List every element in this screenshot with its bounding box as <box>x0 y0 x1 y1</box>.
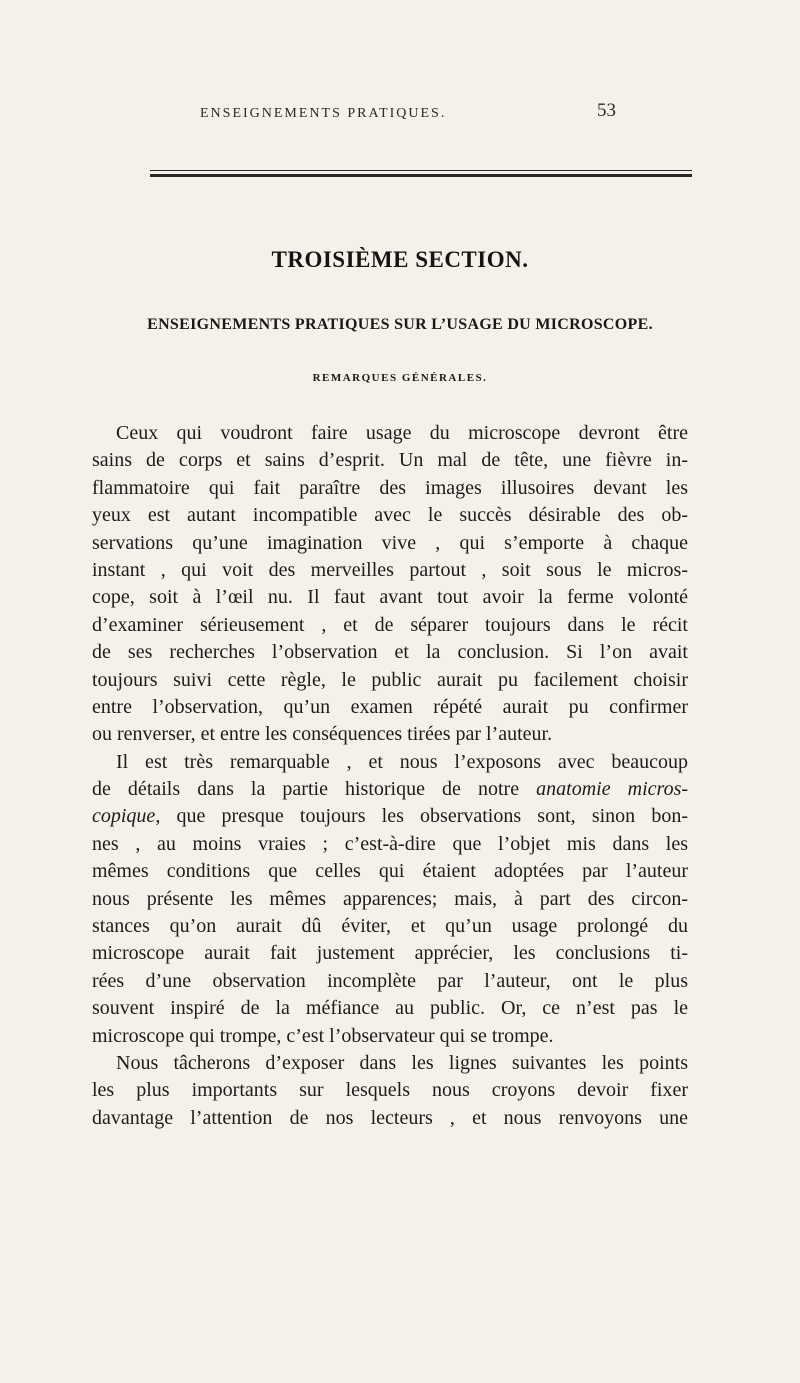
text-line: microscope qui trompe, c’est l’observateur qui se trompe. <box>92 1024 554 1047</box>
text-line <box>92 803 688 830</box>
text-line: sains de corps et sains d’esprit. Un mal de tête, une fièvre in- <box>92 449 688 472</box>
text-line: rées d’une observation incomplète par l’auteur, ont le plus <box>92 969 688 992</box>
text-line: toujours suivi cette règle, le public aurait pu facilement choisir <box>92 668 688 691</box>
text-line: d’examiner sérieusement , et de séparer toujours dans le récit <box>92 613 688 636</box>
body-text <box>92 420 688 1132</box>
header-rule-thin <box>150 170 692 171</box>
page-number: 53 <box>597 100 616 121</box>
text-line: yeux est autant incompatible avec le succès désirable des ob- <box>92 504 688 527</box>
text-line: mêmes conditions que celles qui étaient adoptées par l’auteur <box>92 860 688 883</box>
text-line: nous présente les mêmes apparences; mais, à part des circon- <box>92 887 688 910</box>
text-segment: de détails dans la partie historique de notre <box>92 778 520 801</box>
text-line: instant , qui voit des merveilles partout , soit sous le micros- <box>92 558 688 581</box>
text-line: entre l’observation, qu’un examen répété aurait pu confirmer <box>92 695 688 718</box>
text-line: de ses recherches l’observation et la conclusion. Si l’on avait <box>92 641 688 664</box>
text-segment: , que presque toujours les observations sont, sinon bon- <box>155 805 688 828</box>
italic-title: copique <box>92 805 156 828</box>
text-line: Il est très remarquable , et nous l’exposons avec beaucoup <box>116 750 688 773</box>
text-line: davantage l’attention de nos lecteurs , et nous renvoyons une <box>92 1106 688 1129</box>
text-line: nes , au moins vraies ; c’est-à-dire que l’objet mis dans les <box>92 832 688 855</box>
section-title: TROISIÈME SECTION. <box>271 247 529 272</box>
text-line: flammatoire qui fait paraître des images illusoires devant les <box>92 476 688 499</box>
text-line: cope, soit à l’œil nu. Il faut avant tout avoir la ferme volonté <box>92 586 688 609</box>
text-line: servations qu’une imagination vive , qui s’emporte à chaque <box>92 531 688 554</box>
text-line: Nous tâcherons d’exposer dans les lignes suivantes les points <box>116 1051 688 1074</box>
text-line <box>92 776 688 803</box>
section-subtitle: ENSEIGNEMENTS PRATIQUES SUR L’USAGE DU MICROSCOPE. <box>147 316 653 333</box>
text-line: stances qu’on aurait dû éviter, et qu’un usage prolongé du <box>92 915 688 938</box>
text-line: microscope aurait fait justement apprécier, les conclusions ti- <box>92 942 688 965</box>
text-line: Ceux qui voudront faire usage du microscope devront être <box>116 422 688 444</box>
italic-title: anatomie micros- <box>536 778 689 801</box>
running-head: ENSEIGNEMENTS PRATIQUES. <box>200 106 447 121</box>
header-rule-thick <box>150 174 692 177</box>
text-line: les plus importants sur lesquels nous croyons devoir fixer <box>92 1079 688 1102</box>
text-line: souvent inspiré de la méfiance au public. Or, ce n’est pas le <box>92 997 688 1020</box>
section-sub-subtitle: REMARQUES GÉNÉRALES. <box>312 372 488 384</box>
text-line: ou renverser, et entre les conséquences tirées par l’auteur. <box>92 723 553 746</box>
